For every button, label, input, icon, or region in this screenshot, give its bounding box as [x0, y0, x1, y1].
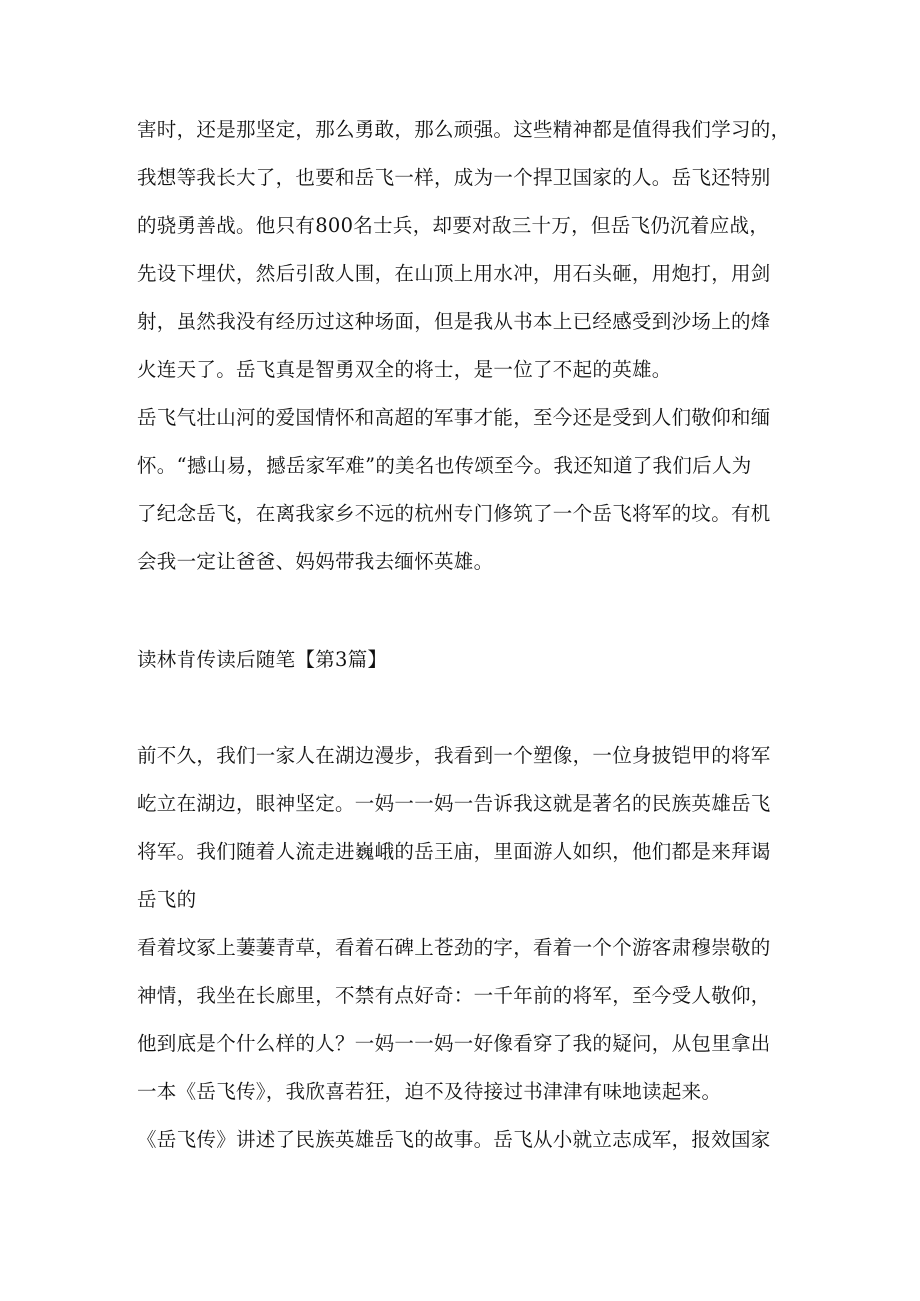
paragraph-1-line-6: 火连天了。岳飞真是智勇双全的将士，是一位了不起的英雄。	[137, 358, 672, 381]
paragraph-4-line-2: 神情，我坐在长廊里，不禁有点好奇：一千年前的将军，至今受人敬仰，	[137, 984, 771, 1007]
paragraph-3-line-1: 前不久，我们一家人在湖边漫步，我看到一个塑像，一位身披铠甲的将军	[137, 744, 771, 767]
paragraph-2-line-2: 怀。“撼山易，撼岳家军难”的美名也传颂至今。我还知道了我们后人为	[137, 454, 752, 477]
paragraph-3-line-2: 屹立在湖边，眼神坚定。一妈一一妈一告诉我这就是著名的民族英雄岳飞	[137, 792, 771, 815]
paragraph-1-line-1: 害时，还是那坚定，那么勇敢，那么顽强。这些精神都是值得我们学习的，	[137, 118, 791, 141]
paragraph-3-line-4: 岳飞的	[137, 888, 197, 911]
section-heading: 读林肯传读后随笔【第3篇】	[137, 648, 388, 671]
paragraph-1-line-3: 的骁勇善战。他只有800名士兵，却要对敌三十万，但岳飞仍沉着应战，	[137, 214, 770, 237]
paragraph-4-line-3: 他到底是个什么样的人？一妈一一妈一好像看穿了我的疑问，从包里拿出	[137, 1032, 771, 1055]
paragraph-3-line-3: 将军。我们随着人流走进巍峨的岳王庙，里面游人如织，他们都是来拜谒	[137, 840, 771, 863]
paragraph-1-line-5: 射，虽然我没有经历过这种场面，但是我从书本上已经感受到沙场上的烽	[137, 310, 771, 333]
paragraph-1-line-2: 我想等我长大了，也要和岳飞一样，成为一个捍卫国家的人。岳飞还特别	[137, 166, 771, 189]
paragraph-4-line-4: 一本《岳飞传》，我欣喜若狂，迫不及待接过书津津有味地读起来。	[137, 1080, 722, 1103]
paragraph-1-line-4: 先设下埋伏，然后引敌人围，在山顶上用水冲，用石头砸，用炮打，用剑	[137, 262, 771, 285]
paragraph-2-line-3: 了纪念岳飞，在离我家乡不远的杭州专门修筑了一个岳飞将军的坟。有机	[137, 502, 771, 525]
paragraph-4-line-1: 看着坟冢上萋萋青草，看着石碑上苍劲的字，看着一个个游客肃穆崇敬的	[137, 936, 771, 959]
paragraph-2-line-1: 岳飞气壮山河的爱国情怀和高超的军事才能，至今还是受到人们敬仰和缅	[137, 406, 771, 429]
paragraph-2-line-4: 会我一定让爸爸、妈妈带我去缅怀英雄。	[137, 550, 494, 573]
paragraph-5-line-1: 《岳飞传》讲述了民族英雄岳飞的故事。岳飞从小就立志成军，报效国家	[137, 1128, 771, 1151]
